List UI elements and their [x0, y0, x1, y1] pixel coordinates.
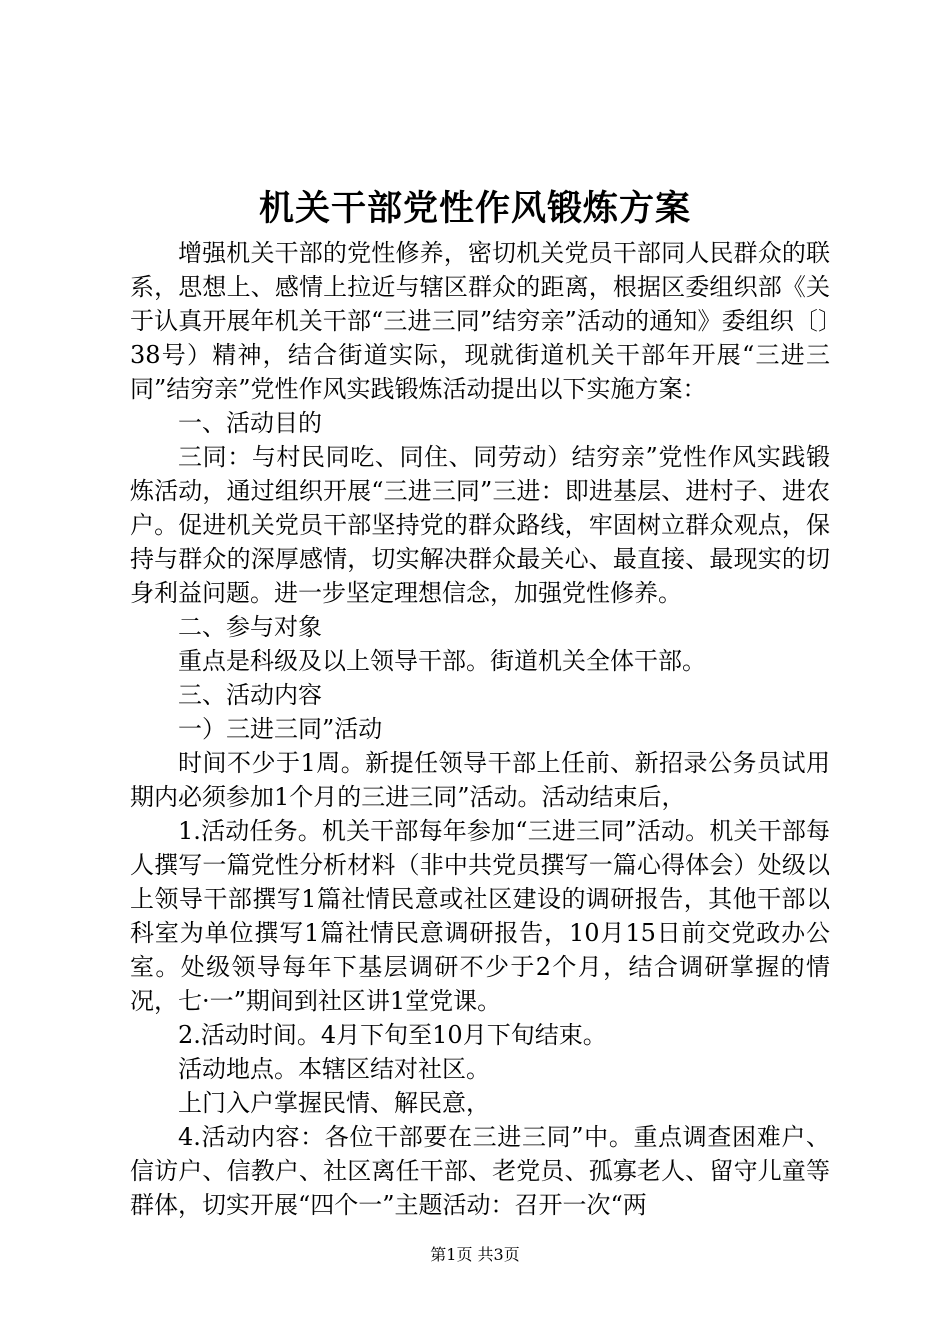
- duration-paragraph: 时间不少于1周。新提任领导干部上任前、新招录公务员试用期内必须参加1个月的三进三同”活动。活动结束后，: [130, 749, 830, 811]
- purpose-paragraph: 三同：与村民同吃、同住、同劳动）结穷亲”党性作风实践锻炼活动，通过组织开展“三进三同”三进：即进基层、进村子、进农户。促进机关党员干部坚持党的群众路线，牢固树立群众观点，保持与群众的深厚感情，切实解决群众最关心、最直接、最现实的切身利益问题。进一步坚定理想信念，加强党性修养。: [130, 443, 830, 607]
- section-heading-purpose: 一、活动目的: [178, 409, 322, 437]
- subsection-heading-activity: 一）三进三同”活动: [178, 715, 383, 743]
- location-paragraph: 活动地点。本辖区结对社区。: [178, 1055, 490, 1083]
- section-heading-participants: 二、参与对象: [178, 613, 322, 641]
- intro-paragraph: 增强机关干部的党性修养，密切机关党员干部同人民群众的联系，思想上、感情上拉近与辖区群众的距离，根据区委组织部《关于认真开展年机关干部“三进三同”结穷亲”活动的通知》委组织〔〕38号）精神，结合街道实际，现就街道机关干部年开展“三进三同”结穷亲”党性作风实践锻炼活动提出以下实施方案：: [130, 239, 830, 403]
- page-number-footer: 第1页 共3页: [430, 1245, 520, 1264]
- visit-paragraph: 上门入户掌握民情、解民意，: [178, 1089, 490, 1117]
- document-body: [130, 236, 830, 1222]
- time-paragraph: 2.活动时间。4月下旬至10月下旬结束。: [178, 1021, 607, 1049]
- section-heading-content: 三、活动内容: [178, 681, 322, 709]
- participants-paragraph: 重点是科级及以上领导干部。街道机关全体干部。: [178, 647, 706, 675]
- content-paragraph: 4.活动内容：各位干部要在三进三同”中。重点调查困难户、信访户、信教户、社区离任干部、老党员、孤寡老人、留守儿童等群体，切实开展“四个一”主题活动：召开一次“两: [130, 1123, 830, 1219]
- document-title: 机关干部党性作风锻炼方案: [258, 188, 691, 229]
- task-paragraph: 1.活动任务。机关干部每年参加“三进三同”活动。机关干部每人撰写一篇党性分析材料（非中共党员撰写一篇心得体会）处级以上领导干部撰写1篇社情民意或社区建设的调研报告，其他干部以科室为单位撰写1篇社情民意调研报告，10月15日前交党政办公室。处级领导每年下基层调研不少于2个月，结合调研掌握的情况，七·一”期间到社区讲1堂党课。: [130, 817, 830, 1015]
